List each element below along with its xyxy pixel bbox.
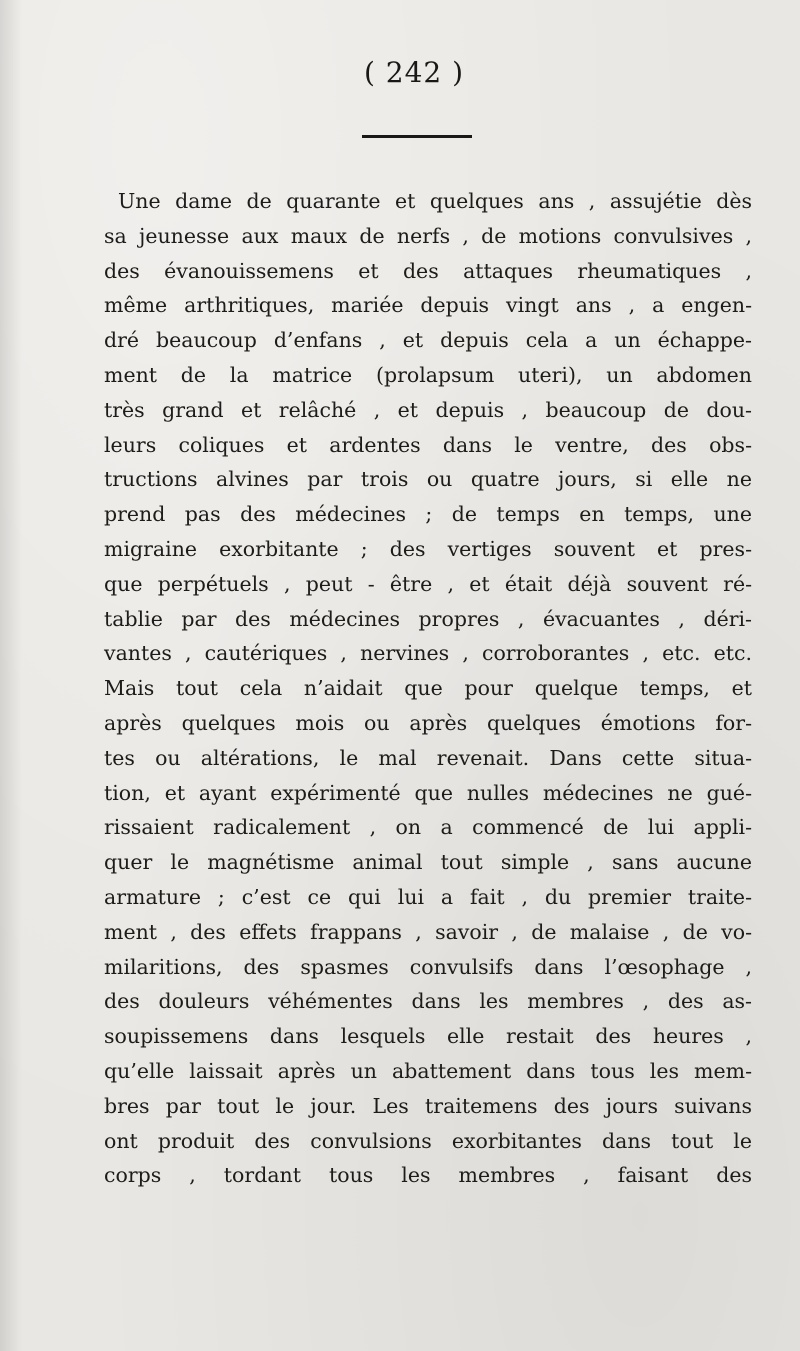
binding-shadow bbox=[0, 0, 22, 1351]
page-number: ( 242 ) bbox=[363, 56, 465, 89]
text-line: tablie par des médecines propres , évacuantes , déri- bbox=[104, 606, 752, 631]
text-line: que perpétuels , peut - être , et était déjà souvent ré- bbox=[104, 571, 752, 596]
text-line: après quelques mois ou après quelques émotions for- bbox=[104, 710, 752, 735]
text-line: prend pas des médecines ; de temps en temps, une bbox=[104, 502, 752, 527]
text-line: tructions alvines par trois ou quatre jours, si elle ne bbox=[104, 467, 752, 492]
text-line: des douleurs véhémentes dans les membres , des as- bbox=[104, 989, 752, 1014]
text-line: rissaient radicalement , on a commencé de lui appli- bbox=[104, 815, 752, 840]
body-text bbox=[104, 184, 752, 1193]
text-line: dré beaucoup d’enfans , et depuis cela a un échappe- bbox=[104, 328, 752, 353]
text-line: des évanouissemens et des attaques rheumatiques , bbox=[104, 258, 752, 283]
text-line: ment , des effets frappans , savoir , de malaise , de vo- bbox=[104, 919, 752, 944]
text-line: corps , tordant tous les membres , faisant des bbox=[104, 1163, 752, 1188]
text-line: quer le magnétisme animal tout simple , sans aucune bbox=[104, 850, 752, 875]
text-line: migraine exorbitante ; des vertiges souvent et pres- bbox=[104, 536, 752, 561]
text-line: bres par tout le jour. Les traitemens des jours suivans bbox=[104, 1093, 752, 1118]
text-line: armature ; c’est ce qui lui a fait , du premier traite- bbox=[104, 884, 752, 909]
text-line: vantes , cautériques , nervines , corroborantes , etc. etc. bbox=[104, 641, 752, 666]
text-line: sa jeunesse aux maux de nerfs , de motions convulsives , bbox=[104, 223, 752, 248]
text-line: milaritions, des spasmes convulsifs dans l’œsophage , bbox=[104, 954, 752, 979]
text-line: ont produit des convulsions exorbitantes dans tout le bbox=[104, 1128, 752, 1153]
text-line: ment de la matrice (prolapsum uteri), un abdomen bbox=[104, 362, 752, 387]
text-line: Une dame de quarante et quelques ans , assujétie dès bbox=[118, 189, 752, 213]
text-line: même arthritiques, mariée depuis vingt ans , a engen- bbox=[104, 293, 752, 318]
text-line: qu’elle laissait après un abattement dans tous les mem- bbox=[104, 1058, 752, 1083]
text-line: tes ou altérations, le mal revenait. Dans cette situa- bbox=[104, 745, 752, 770]
text-line: très grand et relâché , et depuis , beaucoup de dou- bbox=[104, 397, 752, 422]
header-rule bbox=[362, 135, 472, 138]
text-line: tion, et ayant expérimenté que nulles médecines ne gué- bbox=[104, 780, 752, 805]
text-line: Mais tout cela n’aidait que pour quelque temps, et bbox=[104, 676, 752, 701]
text-line: soupissemens dans lesquels elle restait des heures , bbox=[104, 1024, 752, 1049]
text-line: leurs coliques et ardentes dans le ventre, des obs- bbox=[104, 432, 752, 457]
